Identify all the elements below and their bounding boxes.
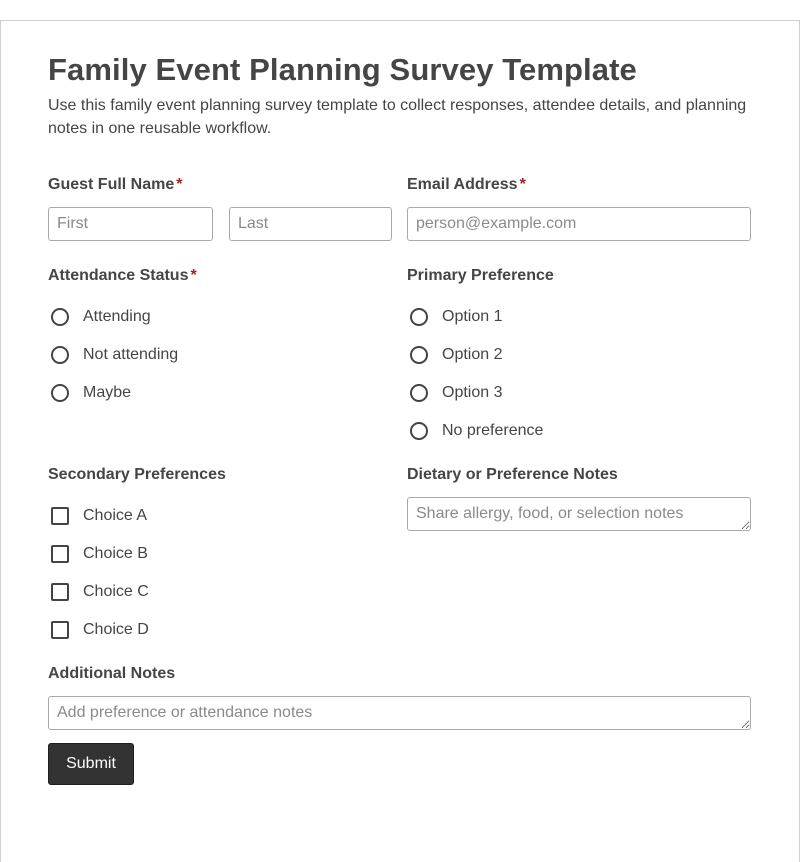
attendance-label-text: Attendance Status [48, 267, 189, 284]
required-mark: * [176, 176, 183, 193]
option-label: Choice B [83, 545, 148, 562]
radio-button[interactable] [51, 346, 69, 364]
checkbox[interactable] [51, 621, 69, 639]
primary-option-3[interactable] [410, 381, 502, 405]
radio-button[interactable] [51, 384, 69, 402]
option-label: Option 2 [442, 346, 503, 363]
option-label: Option 3 [442, 384, 503, 401]
primary-option-2[interactable] [410, 343, 502, 367]
first-name-input[interactable] [48, 207, 213, 241]
radio-button[interactable] [410, 308, 428, 326]
option-label: Not attending [83, 346, 179, 363]
primary-option-1[interactable] [410, 305, 502, 329]
attendance-label [48, 267, 197, 285]
dietary-notes-label: Dietary or Preference Notes [407, 466, 618, 483]
checkbox[interactable] [51, 507, 69, 525]
form-frame [0, 20, 800, 862]
form-title: Family Event Planning Survey Template [48, 52, 637, 87]
attendance-option-not-attending[interactable] [51, 343, 178, 367]
primary-preference-label: Primary Preference [407, 267, 554, 284]
email-label [407, 176, 526, 194]
additional-notes-label: Additional Notes [48, 665, 176, 682]
additional-notes-textarea[interactable] [48, 696, 751, 730]
required-mark: * [519, 176, 526, 193]
checkbox[interactable] [51, 545, 69, 563]
option-label: Attending [83, 308, 151, 325]
guest-name-label [48, 176, 182, 194]
submit-button[interactable]: Submit [48, 743, 134, 785]
email-label-text: Email Address [407, 176, 518, 193]
primary-option-no-preference[interactable] [410, 419, 543, 443]
secondary-option-d[interactable] [51, 618, 149, 642]
option-label: Option 1 [442, 308, 503, 325]
option-label: Choice D [83, 621, 149, 638]
option-label: Choice A [83, 507, 148, 524]
option-label: Maybe [83, 384, 132, 401]
secondary-option-c[interactable] [51, 580, 149, 604]
email-input[interactable] [407, 207, 751, 241]
secondary-option-a[interactable] [51, 504, 147, 528]
secondary-preferences-label: Secondary Preferences [48, 466, 226, 483]
radio-button[interactable] [410, 384, 428, 402]
form-description: Use this family event planning survey template to collect responses, attendee details, and planning notes in one reusable workflow. [48, 97, 747, 137]
last-name-input[interactable] [229, 207, 392, 241]
attendance-option-maybe[interactable] [51, 381, 131, 405]
option-label: Choice C [83, 583, 149, 600]
radio-button[interactable] [410, 346, 428, 364]
radio-button[interactable] [410, 422, 428, 440]
radio-button[interactable] [51, 308, 69, 326]
secondary-option-b[interactable] [51, 542, 148, 566]
option-label: No preference [442, 422, 544, 439]
dietary-notes-textarea[interactable] [407, 497, 751, 531]
checkbox[interactable] [51, 583, 69, 601]
required-mark: * [190, 267, 197, 284]
guest-name-label-text: Guest Full Name [48, 176, 175, 193]
attendance-option-attending[interactable] [51, 305, 151, 329]
